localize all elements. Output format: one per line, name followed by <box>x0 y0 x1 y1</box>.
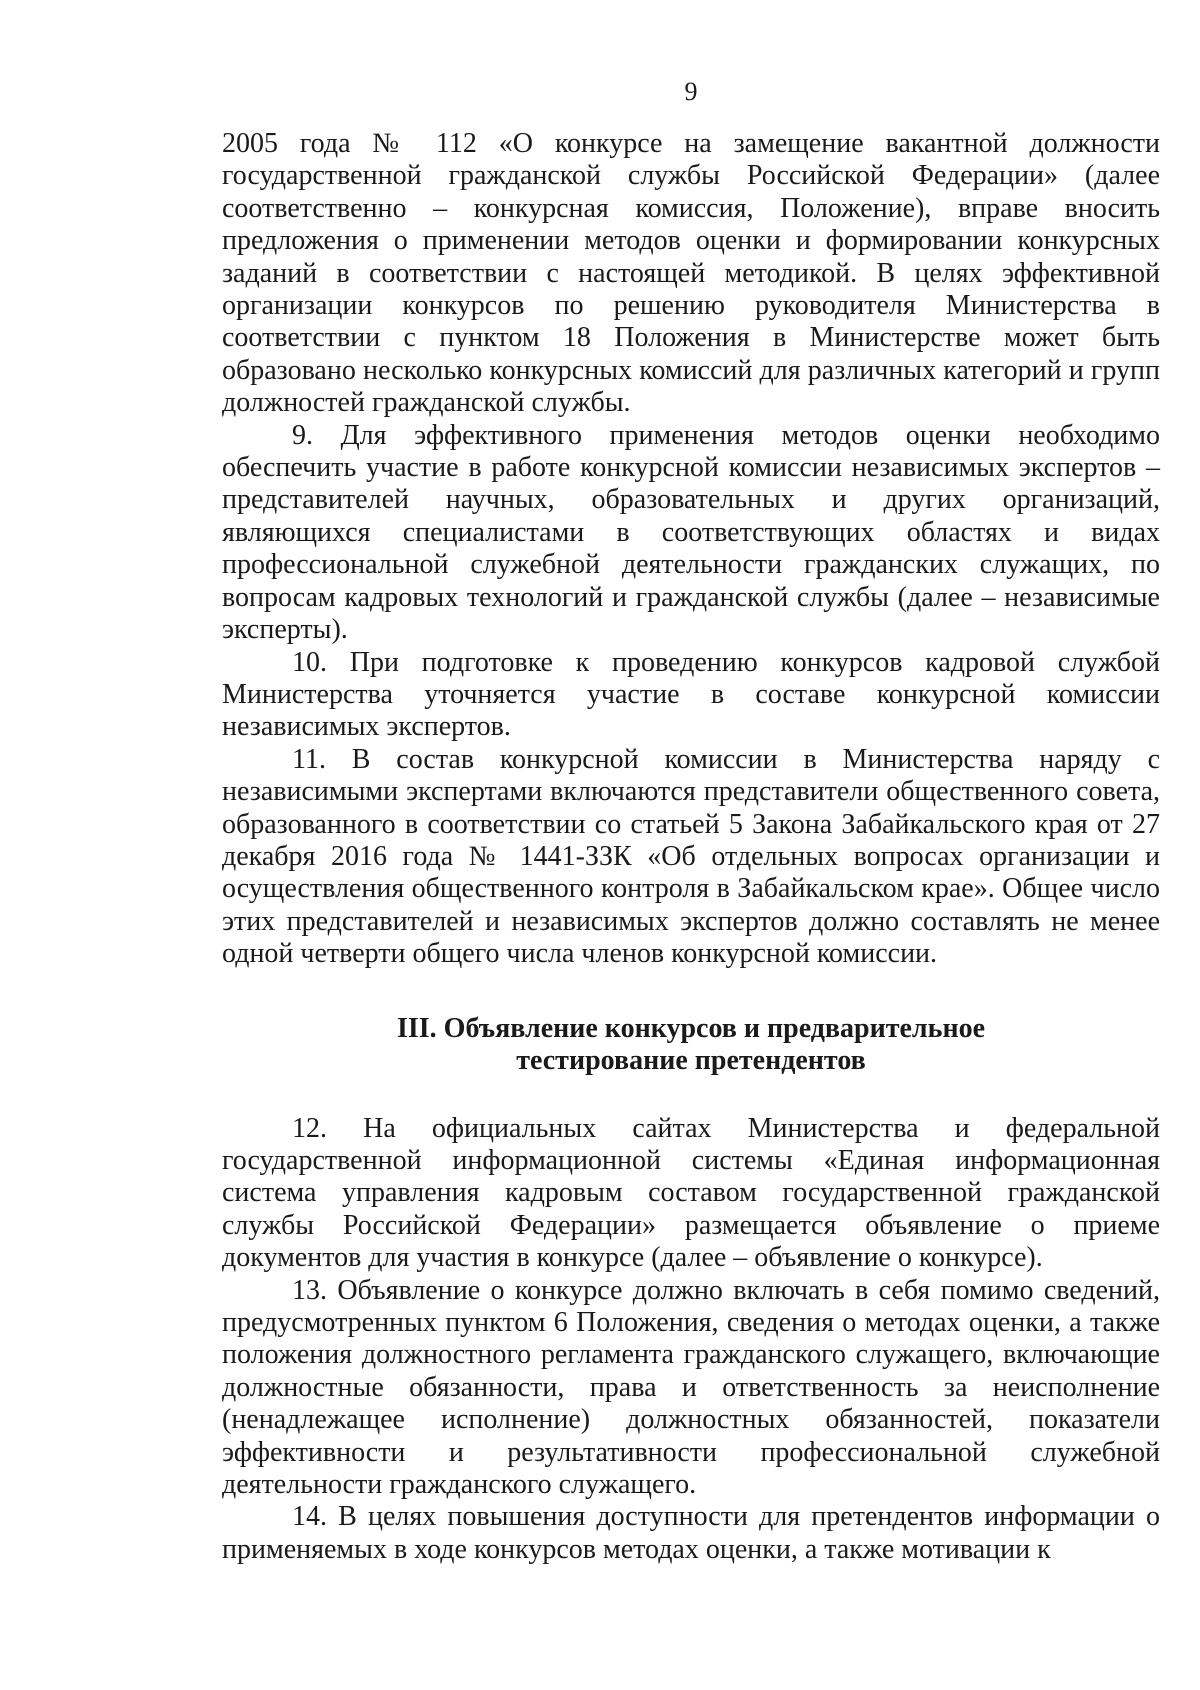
document-page <box>222 0 1160 1690</box>
paragraph-12: 12. На официальных сайтах Министерства и федеральной государственной информационной системы «Единая информационная система управления кадровым составом государственной гражданской службы Российской Федерации» размещается объявление о приеме документов для участия в конкурсе (далее – объявление о конкурсе). <box>222 1112 1160 1274</box>
document-body <box>222 128 1160 1566</box>
paragraph-continuation: 2005 года № 112 «О конкурсе на замещение вакантной должности государственной гражданской службы Российской Федерации» (далее соответственно – конкурсная комиссия, Положение), вправе вносить предложения о применении методов оценки и формировании конкурсных заданий в соответствии с настоящей методикой. В целях эффективной организации конкурсов по решению руководителя Министерства в соответствии с пунктом 18 Положения в Министерстве может быть образовано несколько конкурсных комиссий для различных категорий и групп должностей гражданской службы. <box>222 128 1160 419</box>
paragraph-14: 14. В целях повышения доступности для претендентов информации о применяемых в ходе конкурсов методах оценки, а также мотивации к <box>222 1501 1160 1565</box>
paragraph-11: 11. В состав конкурсной комиссии в Министерства наряду с независимыми экспертами включаются представители общественного совета, образованного в соответствии со статьей 5 Закона Забайкальского края от 27 декабря 2016 года № 1441-ЗЗК «Об отдельных вопросах организации и осуществления общественного контроля в Забайкальском крае». Общее число этих представителей и независимых экспертов должно составлять не менее одной четверти общего числа членов конкурсной комиссии. <box>222 743 1160 970</box>
paragraph-9: 9. Для эффективного применения методов оценки необходимо обеспечить участие в работе конкурсной комиссии независимых экспертов – представителей научных, образовательных и других организаций, являющихся специалистами в соответствующих областях и видах профессиональной служебной деятельности гражданских служащих, по вопросам кадровых технологий и гражданской службы (далее – независимые эксперты). <box>222 419 1160 646</box>
section-heading-line-2: тестирование претендентов <box>516 1044 866 1076</box>
section-heading <box>222 1013 1160 1077</box>
paragraph-13: 13. Объявление о конкурсе должно включать в себя помимо сведений, предусмотренных пунктом 6 Положения, сведения о методах оценки, а также положения должностного регламента гражданского служащего, включающие должностные обязанности, права и ответственность за неисполнение (ненадлежащее исполнение) должностных обязанностей, показатели эффективности и результативности профессиональной служебной деятельности гражданского служащего. <box>222 1274 1160 1501</box>
paragraph-10: 10. При подготовке к проведению конкурсов кадровой службой Министерства уточняется участие в составе конкурсной комиссии независимых экспертов. <box>222 646 1160 743</box>
section-heading-line-1: III. Объявление конкурсов и предварительное <box>396 1012 986 1044</box>
page-number: 9 <box>684 77 698 106</box>
